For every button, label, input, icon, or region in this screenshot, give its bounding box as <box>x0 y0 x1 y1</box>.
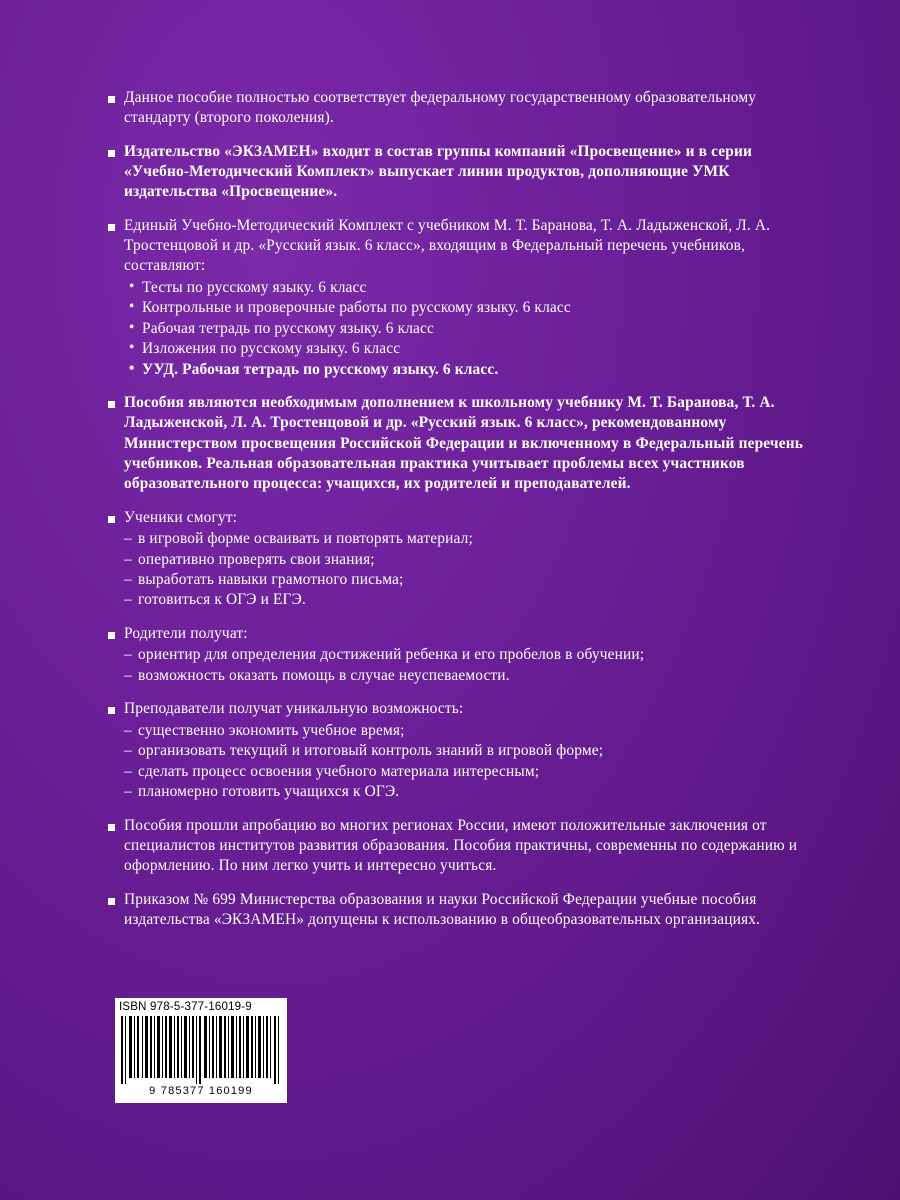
bullet-item-publisher <box>108 142 808 203</box>
bullet-text: Преподаватели получат уникальную возможность: <box>124 700 464 718</box>
list-item: – ориентир для определения достижений ребенка и его пробелов в обучении; <box>124 645 808 665</box>
bullet-item-order <box>108 890 808 931</box>
list-item: – в игровой форме осваивать и повторять материал; <box>124 529 808 549</box>
square-bullet-icon <box>108 96 115 103</box>
isbn-label: ISBN 978-5-377-16019-9 <box>119 1001 252 1013</box>
list-item: – возможность оказать помощь в случае неуспеваемости. <box>124 666 808 686</box>
sub-list <box>124 529 808 611</box>
square-bullet-icon <box>108 516 115 523</box>
bullet-group <box>124 508 808 611</box>
barcode-icon <box>119 1016 283 1084</box>
bullet-text: Родители получат: <box>124 624 248 642</box>
list-item: – оперативно проверять свои знания; <box>124 550 808 570</box>
sub-list <box>124 278 808 380</box>
bullet-group <box>124 699 808 802</box>
square-bullet-icon <box>108 401 115 408</box>
bullet-text: Данное пособие полностью соответствует федеральному государственному образовательному стандарту (второго поколения). <box>124 89 757 127</box>
list-item: • УУД. Рабочая тетрадь по русскому языку. 6 класс. <box>124 360 808 380</box>
list-item: – планомерно готовить учащихся к ОГЭ. <box>124 782 808 802</box>
list-item: – сделать процесс освоения учебного материала интересным; <box>124 762 808 782</box>
square-bullet-icon <box>108 632 115 639</box>
bullet-item-parents <box>108 624 808 686</box>
list-item: – существенно экономить учебное время; <box>124 721 808 741</box>
list-item: – организовать текущий и итоговый контроль знаний в игровой форме; <box>124 741 808 761</box>
bullet-item-umk-list <box>108 216 808 380</box>
bullet-group <box>124 624 808 686</box>
bullet-text: Пособия являются необходимым дополнением к школьному учебнику М. Т. Баранова, Т. А. Ладыженской, Л. А. Тростенцовой и др. «Русский язык. 6 класс», рекомендованному Министерством просвещения Российской Федерации и включенному в Федеральный перечень учебников. Реальная образовательная практика учитывает проблемы всех участников образовательного процесса: учащихся, их родителей и преподавателей. <box>124 394 804 493</box>
isbn-barcode <box>115 998 287 1103</box>
bullet-text: Пособия прошли апробацию во многих регионах России, имеют положительные заключения от специалистов институтов развития образования. Пособия практичны, современны по содержанию и оформлению. По ним легко учить и интересно учиться. <box>124 816 798 875</box>
bullet-text: Единый Учебно-Методический Комплект с учебником М. Т. Баранова, Т. А. Ладыженской, Л. А. Тростенцовой и др. «Русский язык. 6 класс», входящим в Федеральный перечень учебников, составляют: <box>124 216 771 275</box>
bullet-text: Издательство «ЭКЗАМЕН» входит в состав группы компаний «Просвещение» и в серии «Учебно-Методический Комплект» выпускает линии продуктов, дополняющие УМК издательства «Просвещение». <box>124 142 753 201</box>
list-item: • Контрольные и проверочные работы по русскому языку. 6 класс <box>124 298 808 318</box>
bullet-group <box>124 216 808 380</box>
bullet-item-supplement <box>108 393 808 495</box>
bullet-text: Приказом № 699 Министерства образования и науки Российской Федерации учебные пособия издательства «ЭКЗАМЕН» допущены к использованию в общеобразовательных организациях. <box>124 890 761 928</box>
square-bullet-icon <box>108 224 115 231</box>
square-bullet-icon <box>108 824 115 831</box>
sub-list <box>124 721 808 803</box>
bullet-item-students <box>108 508 808 611</box>
square-bullet-icon <box>108 150 115 157</box>
sub-list <box>124 645 808 686</box>
square-bullet-icon <box>108 898 115 905</box>
list-item: • Рабочая тетрадь по русскому языку. 6 класс <box>124 319 808 339</box>
bullet-item-fgos <box>108 88 808 129</box>
bullet-item-approbation <box>108 816 808 877</box>
list-item: – выработать навыки грамотного письма; <box>124 570 808 590</box>
list-item: • Изложения по русскому языку. 6 класс <box>124 339 808 359</box>
list-item: – готовиться к ОГЭ и ЕГЭ. <box>124 590 808 610</box>
bullet-text: Ученики смогут: <box>124 508 238 526</box>
list-item: • Тесты по русскому языку. 6 класс <box>124 278 808 298</box>
bullet-item-teachers <box>108 699 808 802</box>
barcode-digits: 9 785377 160199 <box>149 1084 253 1097</box>
square-bullet-icon <box>108 707 115 714</box>
cover-text-content <box>108 88 808 943</box>
